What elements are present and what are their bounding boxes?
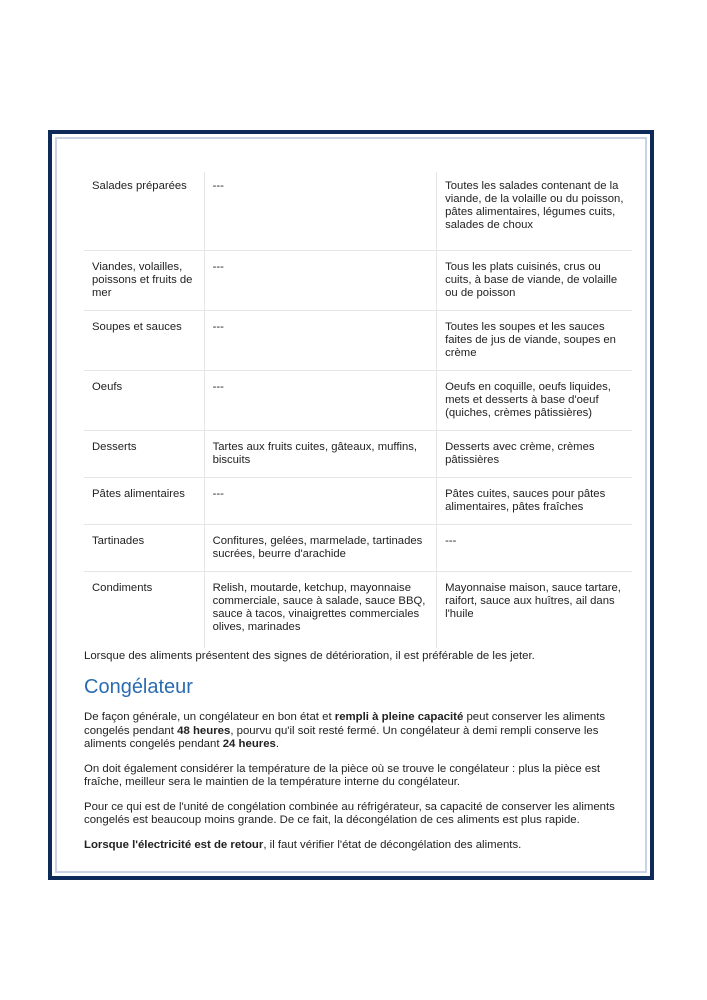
column2-cell: Confitures, gelées, marmelade, tartinades sucrées, beurre d'arachide	[204, 525, 437, 572]
column3-cell: ---	[437, 525, 632, 572]
table-row	[84, 172, 632, 251]
table-row	[84, 431, 632, 478]
table-row	[84, 478, 632, 525]
category-cell: Soupes et sauces	[84, 311, 204, 371]
text-span: , il faut vérifier l'état de décongélation des aliments.	[263, 838, 522, 851]
bold-text: rempli à pleine capacité	[334, 711, 464, 723]
category-cell: Desserts	[84, 431, 204, 478]
category-cell: Oeufs	[84, 371, 204, 431]
spoilage-note: Lorsque des aliments présentent des signes de détérioration, il est préférable de les jeter.	[84, 650, 535, 662]
column3-cell: Toutes les salades contenant de la viande, de la volaille ou du poisson, pâtes alimentaires, légumes cuits, salades de choux	[437, 172, 632, 251]
table-row	[84, 311, 632, 371]
paragraph-combined-unit: Pour ce qui est de l'unité de congélation combinée au réfrigérateur, sa capacité de conserver les aliments congelés est beaucoup moins grande. De ce fait, la décongélation de ces aliments est plus rapide.	[84, 800, 615, 826]
column2-cell: ---	[204, 478, 437, 525]
column2-cell: Tartes aux fruits cuites, gâteaux, muffins, biscuits	[204, 431, 437, 478]
table-row	[84, 572, 632, 649]
column2-cell: Relish, moutarde, ketchup, mayonnaise commerciale, sauce à salade, sauce BBQ, sauce à tacos, vinaigrettes commerciales olives, marinades	[204, 572, 437, 649]
text-span: , pourvu qu'il soit resté fermé. Un congélateur à demi rempli conserve les aliments congelés pendant	[84, 724, 599, 750]
paragraph-capacity	[84, 711, 630, 752]
category-cell: Condiments	[92, 582, 153, 594]
bold-text: Lorsque l'électricité est de retour	[84, 838, 264, 851]
category-cell: Pâtes alimentaires	[84, 478, 204, 525]
food-table	[84, 172, 632, 648]
column2-cell: ---	[204, 251, 437, 311]
paragraph-power-return	[84, 839, 630, 853]
category-cell: Salades préparées	[84, 172, 204, 251]
category-cell: Tartinades	[84, 525, 204, 572]
section-title: Congélateur	[84, 676, 193, 698]
page-frame	[48, 130, 654, 880]
column2-cell: ---	[204, 371, 437, 431]
column2-cell: ---	[204, 311, 437, 371]
column3-cell: Desserts avec crème, crèmes pâtissières	[437, 431, 632, 478]
table-row	[84, 525, 632, 572]
table-row	[84, 371, 632, 431]
text-span: peut conserver les aliments congelés pendant	[84, 711, 606, 737]
page-content	[84, 172, 630, 863]
column3-cell: Pâtes cuites, sauces pour pâtes alimentaires, pâtes fraîches	[437, 478, 632, 525]
bold-text: 24 heures	[222, 738, 276, 750]
bold-text: 48 heures	[177, 724, 231, 737]
column3-cell: Mayonnaise maison, sauce tartare, raifort, sauce aux huîtres, ail dans l'huile	[445, 582, 621, 620]
column2-cell: ---	[204, 172, 437, 251]
paragraph-room-temperature: On doit également considérer la température de la pièce où se trouve le congélateur : plus la pièce est fraîche, meilleur sera le maintien de la température interne du congélateur.	[84, 762, 601, 788]
column3-cell: Tous les plats cuisinés, crus ou cuits, à base de viande, de volaille ou de poisson	[437, 251, 632, 311]
text-span: .	[275, 738, 280, 750]
text-span: De façon générale, un congélateur en bon état et	[84, 711, 335, 723]
category-cell: Viandes, volailles, poissons et fruits de mer	[84, 251, 204, 311]
table-row	[84, 251, 632, 311]
column3-cell: Toutes les soupes et les sauces faites de jus de viande, soupes en crème	[437, 311, 632, 371]
column3-cell: Oeufs en coquille, oeufs liquides, mets et desserts à base d'oeuf (quiches, crèmes pâtissières)	[437, 371, 632, 431]
